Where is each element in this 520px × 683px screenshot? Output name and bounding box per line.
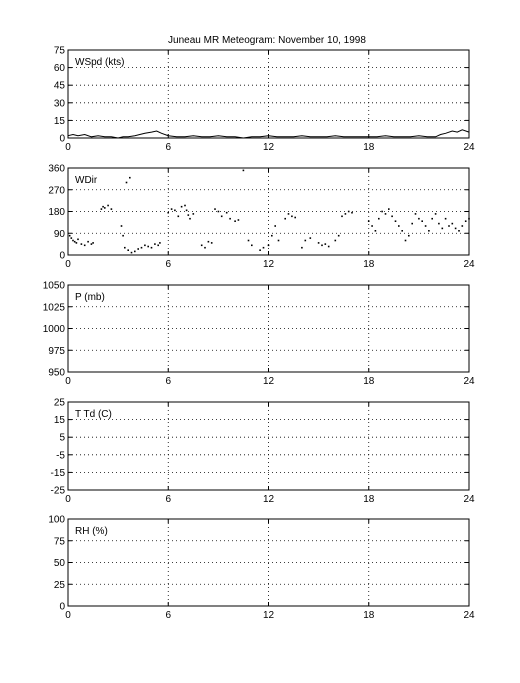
x-tick-label: 6 [165,494,172,505]
panel-label-5: RH (%) [75,526,108,537]
y-tick-label: 180 [48,207,65,218]
data-point [452,223,454,225]
data-point [442,228,444,230]
x-tick-label: 0 [65,142,71,153]
y-tick-label: 0 [59,250,65,262]
data-point [92,242,94,244]
data-point [378,218,380,220]
data-point [121,225,123,227]
x-tick-label: 18 [363,376,375,387]
x-tick-label: 24 [463,142,475,153]
data-point [448,225,450,227]
data-point [388,208,390,210]
data-point [72,240,74,242]
x-tick-label: 24 [463,259,475,270]
y-tick-label: 45 [53,80,65,92]
data-point [243,170,245,172]
data-point [259,249,261,251]
data-point [234,220,236,222]
panel-label-1: WSpd (kts) [75,57,125,68]
data-point [325,243,327,245]
data-point [76,242,78,244]
data-point [338,235,340,237]
x-tick-label: 24 [463,610,475,621]
data-point [188,214,190,216]
data-point [371,225,373,227]
data-point [124,247,126,249]
data-point [141,247,143,249]
data-point [74,241,76,243]
data-point [348,211,350,213]
data-point [201,245,203,247]
data-point [137,248,139,250]
data-point [288,213,290,215]
y-tick-label: 360 [48,163,65,175]
data-point [226,212,228,214]
data-point [248,240,250,242]
data-point [102,206,104,208]
data-point [462,225,464,227]
data-point [294,217,296,219]
data-point [263,247,265,249]
data-point [87,241,89,243]
y-tick-label: 5 [59,432,65,444]
data-point [81,243,83,245]
x-tick-label: 24 [463,494,475,505]
x-tick-label: 12 [262,259,275,270]
data-point [154,243,156,245]
data-point [193,213,195,215]
data-point [271,235,273,237]
x-tick-label: 6 [165,610,172,621]
data-point [159,242,161,244]
data-point [251,245,253,247]
x-tick-label: 18 [363,259,375,270]
y-tick-label: -15 [50,467,65,479]
data-point [238,219,240,221]
data-point [431,218,433,220]
data-point [465,220,467,222]
y-tick-label: 25 [53,579,65,591]
y-tick-label: -25 [50,485,65,497]
data-point [229,218,231,220]
y-tick-label: 1000 [42,324,65,335]
data-point [345,213,347,215]
data-point [174,210,176,212]
x-tick-label: 12 [262,494,275,505]
x-tick-label: 6 [165,376,172,387]
data-point [445,218,447,220]
y-tick-label: 15 [53,415,65,427]
data-point [425,225,427,227]
data-point [305,240,307,242]
y-tick-label: 50 [53,558,65,569]
x-tick-label: 0 [65,494,71,505]
x-tick-label: 6 [165,142,172,153]
figure-title: Juneau MR Meteogram: November 10, 1998 [168,35,366,46]
data-point [310,237,312,239]
data-point [318,242,320,244]
data-point [71,237,73,239]
data-point [127,249,129,251]
y-tick-label: 75 [53,45,65,57]
data-point [328,246,330,248]
data-point [122,235,124,237]
y-tick-label: 0 [59,133,65,145]
data-point [341,216,343,218]
data-point [144,245,146,247]
data-point [321,245,323,247]
data-point [278,240,280,242]
data-point [468,218,470,220]
data-point [301,247,303,249]
y-tick-label: 270 [48,185,65,197]
y-tick-label: 30 [53,98,65,110]
x-tick-label: 18 [363,494,375,505]
y-tick-label: 950 [48,367,65,379]
data-point [126,182,128,184]
x-tick-label: 6 [165,259,172,270]
data-point [204,247,206,249]
data-point [171,208,173,210]
y-tick-label: -5 [56,450,65,462]
x-tick-label: 18 [363,142,375,153]
x-tick-label: 24 [463,376,475,387]
data-point [167,212,169,214]
panel-label-3: P (mb) [75,292,105,303]
data-point [415,213,417,215]
data-point [268,245,270,247]
y-tick-label: 1025 [42,302,65,314]
data-point [147,246,149,248]
x-tick-label: 18 [363,610,375,621]
data-point [211,242,213,244]
x-tick-label: 12 [262,610,275,621]
data-point [284,218,286,220]
data-point [181,206,183,208]
data-point [351,212,353,214]
data-point [208,241,210,243]
data-point [104,207,106,209]
y-tick-label: 0 [59,601,65,613]
panel-label-4: T Td (C) [75,409,112,420]
data-point [101,208,103,210]
y-tick-label: 60 [53,63,65,75]
data-point [368,220,370,222]
y-tick-label: 100 [48,514,65,526]
data-point [391,216,393,218]
data-point [107,205,109,207]
data-point [91,243,93,245]
data-point [151,247,153,249]
data-point [421,220,423,222]
data-point [395,220,397,222]
data-point [438,223,440,225]
data-point [428,230,430,232]
y-tick-label: 1050 [42,280,65,292]
data-point [129,177,131,179]
data-point [458,230,460,232]
data-point [401,230,403,232]
data-point [186,210,188,212]
data-point [418,218,420,220]
panel-label-2: WDir [75,175,98,186]
y-tick-label: 25 [53,397,65,409]
data-point [291,216,293,218]
data-point [221,216,223,218]
x-tick-label: 0 [65,376,71,387]
data-point [274,225,276,227]
data-point [84,245,86,247]
data-point [111,208,113,210]
data-point [385,213,387,215]
data-point [455,228,457,230]
data-point [214,208,216,210]
data-point [405,240,407,242]
data-point [381,211,383,213]
data-point [375,230,377,232]
data-point [218,211,220,213]
x-tick-label: 0 [65,610,71,621]
x-tick-label: 12 [262,376,275,387]
data-point [335,240,337,242]
data-point [411,223,413,225]
data-point [157,245,159,247]
y-tick-label: 15 [53,115,65,127]
data-point [69,235,71,237]
data-point [435,213,437,215]
y-tick-label: 90 [53,228,65,240]
x-tick-label: 12 [262,142,275,153]
data-point [189,218,191,220]
y-tick-label: 975 [48,345,65,357]
y-tick-label: 75 [53,536,65,548]
data-point [77,239,79,241]
data-point [184,205,186,207]
x-tick-label: 0 [65,259,71,270]
data-point [398,225,400,227]
data-point [134,251,136,253]
data-point [408,235,410,237]
data-point [131,252,133,254]
data-point [178,216,180,218]
